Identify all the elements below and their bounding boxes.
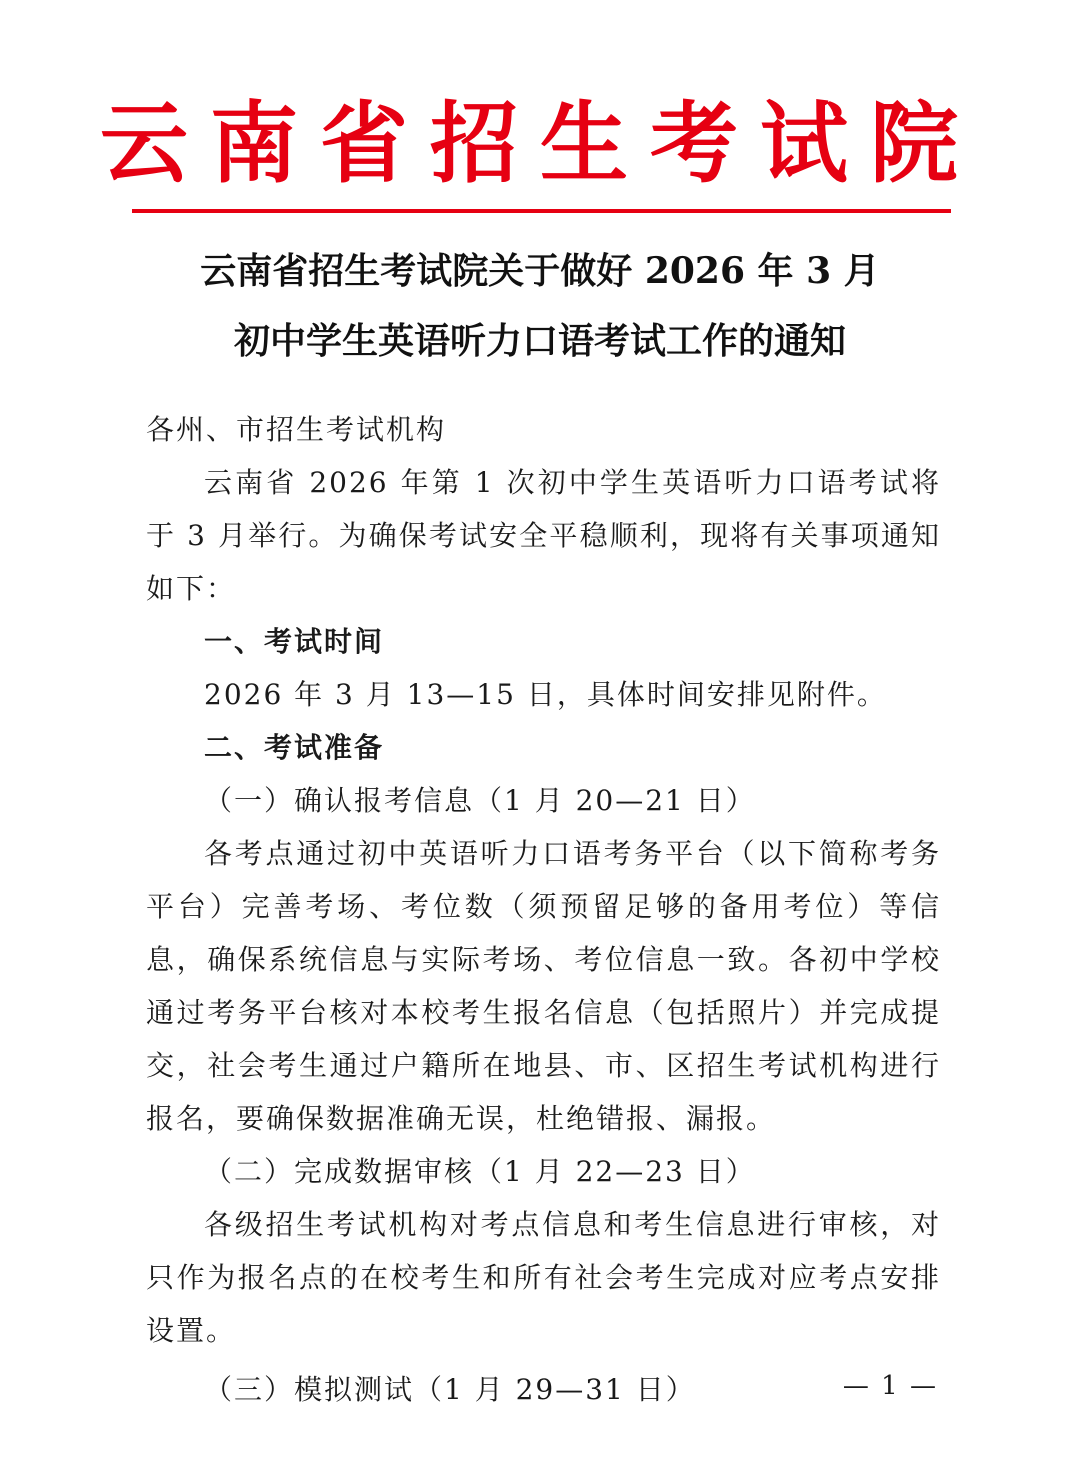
intro-paragraph: 云南省 2026 年第 1 次初中学生英语听力口语考试将于 3 月举行。为确保考试安全平稳顺利，现将有关事项通知如下： (146, 466, 941, 605)
section-heading-exam-preparation: 二、考试准备 (204, 731, 385, 764)
red-divider-line (132, 209, 951, 213)
page-number: — 1 — (842, 1371, 938, 1401)
document-title (0, 236, 1080, 376)
section-heading-exam-time: 一、考试时间 (204, 625, 385, 658)
exam-time-paragraph: 2026 年 3 月 13—15 日，具体时间安排见附件。 (204, 678, 887, 711)
issuer-masthead: 云南省招生考试院 (99, 91, 980, 195)
addressee: 各州、市招生考试机构 (146, 413, 447, 446)
document-title-line-1: 云南省招生考试院关于做好 2026 年 3 月 (200, 250, 880, 292)
document-title-line-2: 初中学生英语听力口语考试工作的通知 (233, 320, 846, 362)
subsection-heading-data-review: （二）完成数据审核（1 月 22—23 日） (204, 1155, 756, 1188)
document-body (146, 403, 941, 1416)
data-review-paragraph: 各级招生考试机构对考点信息和考生信息进行审核，对只作为报名点的在校考生和所有社会考生完成对应考点安排设置。 (146, 1208, 941, 1347)
confirm-registration-paragraph: 各考点通过初中英语听力口语考务平台（以下简称考务平台）完善考场、考位数（须预留足够的备用考位）等信息，确保系统信息与实际考场、考位信息一致。各初中学校通过考务平台核对本校考生报名信息（包括照片）并完成提交，社会考生通过户籍所在地县、市、区招生考试机构进行报名，要确保数据准确无误，杜绝错报、漏报。 (146, 837, 941, 1135)
subsection-heading-mock-test: （三）模拟测试（1 月 29—31 日） (204, 1373, 696, 1406)
subsection-heading-confirm-registration: （一）确认报考信息（1 月 20—21 日） (204, 784, 756, 817)
